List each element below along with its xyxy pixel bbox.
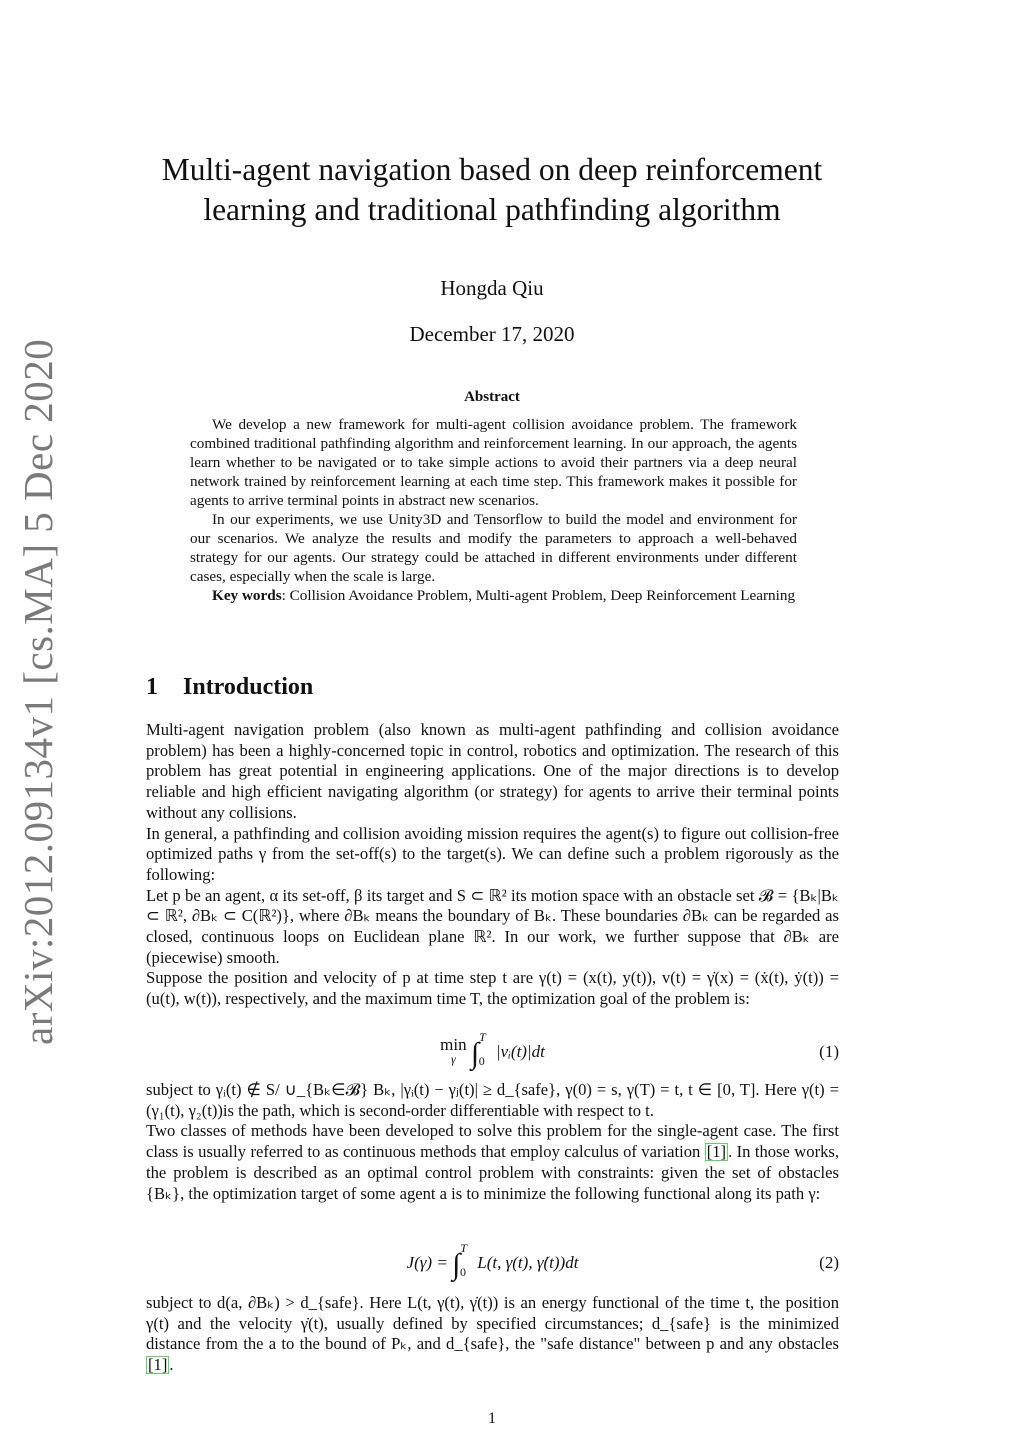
introduction-body-continued <box>146 1080 839 1204</box>
title-line-1: Multi-agent navigation based on deep reinforcement <box>161 152 823 187</box>
equation-2-lower-limit: 0 <box>459 1265 466 1279</box>
equation-1 <box>146 1030 839 1077</box>
intro-paragraph-4: Suppose the position and velocity of p at time step t are γ(t) = (x(t), y(t)), v(t) = γ̇(x) = (ẋ(t), ẏ(t)) = (u(t), w(t)), respectively, and the maximum time T, the optimization goal of the problem is: <box>146 968 839 1009</box>
intro-paragraph-3: Let p be an agent, α its set-off, β its target and S ⊂ ℝ² its motion space with an obstacle set 𝓑 = {Bₖ|Bₖ ⊂ ℝ², ∂Bₖ ⊂ C(ℝ²)}, where ∂Bₖ means the boundary of Bₖ. These boundaries ∂Bₖ can be regarded as closed, continuous loops on Euclidean plane ℝ². In our work, we further suppose that ∂Bₖ are (piecewise) smooth. <box>146 885 839 967</box>
intro-paragraph-6-text-a: Two classes of methods have been developed to solve this problem for the single-agent case. The first class is usually referred to as continuous methods that employ calculus of variation <box>146 1121 839 1162</box>
equation-1-min-operator <box>440 1035 467 1066</box>
section-number: 1 <box>146 674 158 700</box>
citation-link[interactable]: [1] <box>706 1142 727 1162</box>
equation-1-lower-limit: 0 <box>478 1054 485 1068</box>
intro-paragraph-1: Multi-agent navigation problem (also known as multi-agent pathfinding and collision avoidance problem) has been a highly-concerned topic in control, robotics and optimization. The research of this problem has great potential in engineering applications. One of the major directions is to develop reliable and high efficient navigating algorithm (or strategy) for agents to arrive their terminal points without any collisions. <box>146 720 839 822</box>
equation-1-number: (1) <box>819 1042 839 1061</box>
equation-2-integrand: L(t, γ(t), γ̇(t))dt <box>477 1253 579 1272</box>
equation-1-expression <box>146 1030 839 1071</box>
intro-paragraph-7-text-a: subject to d(a, ∂Bₖ) > d_{safe}. Here L(t, γ(t), γ̇(t)) is an energy functional of the time t, the position γ(t) and the velocity γ̇(t), usually defined by specified circumstances; d_{safe} is the minimized distance from the a to the bound of Pₖ, and d_{safe}, the "safe distance" between p and any obstacles <box>146 1293 839 1354</box>
introduction-body <box>146 720 839 1010</box>
integral-sign-icon: ∫ <box>452 1248 461 1281</box>
intro-paragraph-5: subject to γᵢ(t) ∉ S/ ∪_{Bₖ∈𝓑} Bₖ, |γᵢ(t) − γⱼ(t)| ≥ d_{safe}, γ(0) = s, γ(T) = t, t ∈ [0, T]. Here γ(t) = (γ₁(t), γ₂(t))is the path, which is second-order differentiable with respect to t. <box>146 1080 839 1120</box>
equation-1-upper-limit: T <box>479 1030 486 1044</box>
equation-2 <box>146 1241 839 1288</box>
equation-1-min-subscript: γ <box>451 1052 456 1066</box>
keywords-label: Key words <box>212 587 282 604</box>
equation-2-number: (2) <box>819 1253 839 1272</box>
abstract-body <box>190 415 797 605</box>
author-name: Hongda Qiu <box>440 276 544 300</box>
abstract-paragraph-2: In our experiments, we use Unity3D and Tensorflow to build the model and environment for our scenarios. We analyze the results and modify the parameters to approach a well-behaved strategy for our agents. Our strategy could be attached in different environments under different cases, especially when the scale is large. <box>190 511 797 585</box>
equation-2-upper-limit: T <box>460 1241 467 1255</box>
abstract-heading: Abstract <box>464 389 520 405</box>
title-line-2: learning and traditional pathfinding algorithm <box>203 192 781 227</box>
equation-2-lhs: J(γ) = <box>406 1253 448 1272</box>
equation-1-min: min <box>440 1035 467 1054</box>
intro-paragraph-6-text-b: . In those works, the problem is described as an optimal control problem with constraints: given the set of obstacles {Bₖ}, the optimization target of some agent a is to minimize the following functional along its path γ: <box>146 1142 840 1203</box>
section-heading <box>146 674 313 701</box>
page-number: 1 <box>488 1410 496 1427</box>
section-title: Introduction <box>183 674 314 700</box>
intro-paragraph-7-text-b: . <box>169 1355 174 1375</box>
arxiv-identifier-stamp: arXiv:2012.09134v1 [cs.MA] 5 Dec 2020 <box>15 338 61 1045</box>
publication-date: December 17, 2020 <box>409 322 575 346</box>
integral-sign-icon: ∫ <box>470 1037 480 1070</box>
intro-paragraph-7 <box>146 1293 839 1376</box>
keywords-line <box>190 586 797 605</box>
intro-paragraph-2: In general, a pathfinding and collision avoiding mission requires the agent(s) to figure out collision-free optimized paths γ from the set-off(s) to the target(s). We can define such a problem rigorously as the following: <box>146 823 839 884</box>
equation-1-integrand: |vᵢ(t)|dt <box>496 1042 545 1061</box>
keywords-list: : Collision Avoidance Problem, Multi-agent Problem, Deep Reinforcement Learning <box>281 587 796 604</box>
introduction-body-final <box>146 1293 839 1376</box>
equation-2-expression <box>146 1241 839 1282</box>
intro-paragraph-6 <box>146 1121 839 1204</box>
citation-link[interactable]: [1] <box>148 1355 168 1375</box>
abstract-paragraph-1: We develop a new framework for multi-agent collision avoidance problem. The framework combined traditional pathfinding algorithm and reinforcement learning. In our approach, the agents learn whether to be navigated or to take simple actions to avoid their partners via a deep neural network trained by reinforcement learning at each time step. This framework makes it possible for agents to arrive terminal points in abstract new scenarios. <box>190 416 797 509</box>
paper-title <box>100 150 884 230</box>
